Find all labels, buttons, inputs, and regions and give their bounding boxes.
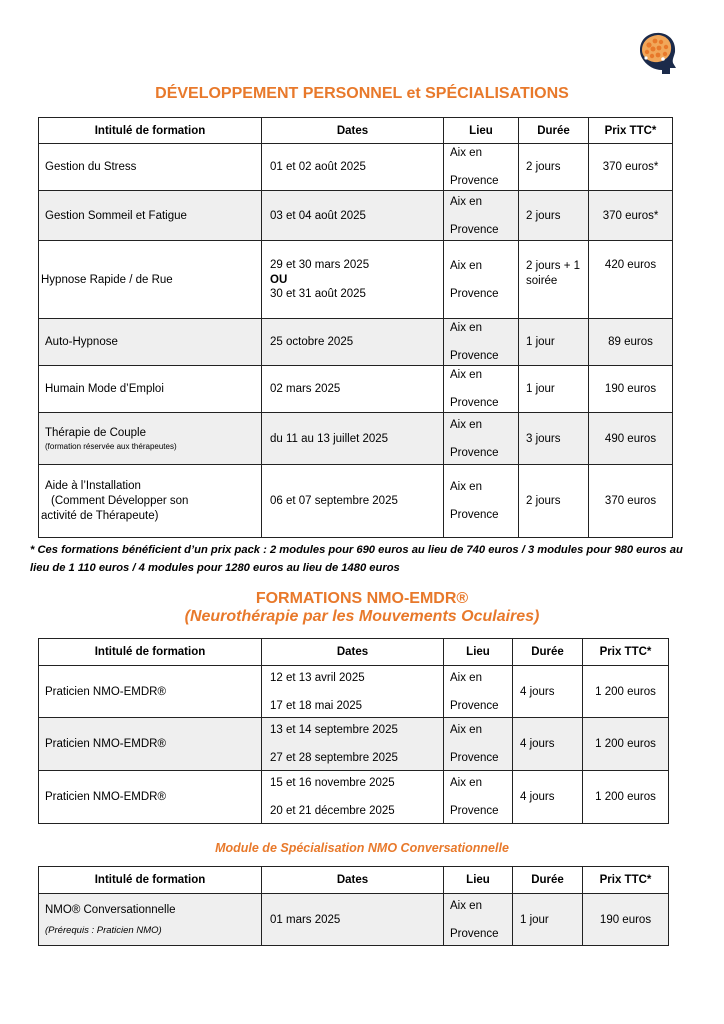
table-header-row [39,639,669,666]
formation-subtitle: (formation réservée aux thérapeutes) [45,441,177,451]
formation-prix: 1 200 euros [583,718,669,771]
formation-dates: 01 mars 2025 [262,894,444,946]
col-header-prix: Prix TTC* [589,118,673,144]
table-row [39,666,669,718]
formation-lieu: Aix en Provence [444,366,519,413]
formation-duree: 2 jours [519,144,589,191]
table-header-row [39,867,669,894]
formation-duree: 1 jour [513,894,583,946]
table-row [39,465,673,538]
formation-duree: 4 jours [513,718,583,771]
col-header-title: Intitulé de formation [39,118,262,144]
col-header-dates: Dates [262,118,444,144]
formation-prix: 190 euros [583,894,669,946]
formation-dates: 25 octobre 2025 [262,319,444,366]
section2-subtitle: (Neurothérapie par les Mouvements Oculaires) [184,608,540,625]
section3-table [38,866,669,946]
section2-title: FORMATIONS NMO-EMDR® [255,590,469,607]
formation-title: Gestion du Stress [39,144,262,191]
formation-prix: 420 euros [589,241,673,319]
formation-lieu: Aix en Provence [444,666,513,718]
formation-duree: 2 jours [519,465,589,538]
col-header-dates: Dates [262,639,444,666]
formation-dates: 13 et 14 septembre 2025 27 et 28 septembre 2025 [262,718,444,771]
section2-table [38,638,669,824]
formation-title: Auto-Hypnose [39,319,262,366]
table-row [39,144,673,191]
formation-lieu: Aix en Provence [444,191,519,241]
section1-table [38,117,673,538]
table-row [39,894,669,946]
formation-dates: 06 et 07 septembre 2025 [262,465,444,538]
table-row [39,413,673,465]
col-header-lieu: Lieu [444,639,513,666]
formation-title: Gestion Sommeil et Fatigue [39,191,262,241]
col-header-prix: Prix TTC* [583,867,669,894]
formation-dates: 29 et 30 mars 2025 OU 30 et 31 août 2025 [262,241,444,319]
formation-lieu: Aix en Provence [444,319,519,366]
formation-lieu: Aix en Provence [444,241,519,319]
formation-lieu: Aix en Provence [444,718,513,771]
formation-dates: 12 et 13 avril 2025 17 et 18 mai 2025 [262,666,444,718]
formation-dates: du 11 au 13 juillet 2025 [262,413,444,465]
col-header-lieu: Lieu [444,118,519,144]
col-header-prix: Prix TTC* [583,639,669,666]
formation-prix: 490 euros [589,413,673,465]
formation-duree: 4 jours [513,666,583,718]
formation-lieu: Aix en Provence [444,894,513,946]
formation-lieu: Aix en Provence [444,144,519,191]
formation-duree: 4 jours [513,771,583,824]
formation-duree: 3 jours [519,413,589,465]
col-header-dates: Dates [262,867,444,894]
head-brain-logo-icon [632,28,680,76]
section3-title: Module de Spécialisation NMO Conversationnelle [215,841,509,855]
col-header-duree: Durée [513,639,583,666]
formation-dates: 02 mars 2025 [262,366,444,413]
formation-title: Hypnose Rapide / de Rue [39,241,262,319]
formation-dates: 01 et 02 août 2025 [262,144,444,191]
formation-title: Praticien NMO-EMDR® [39,718,262,771]
formation-lieu: Aix en Provence [444,465,519,538]
formation-prerequisite: (Prérequis : Praticien NMO) [45,924,162,936]
table-row [39,241,673,319]
table-row [39,718,669,771]
col-header-duree: Durée [519,118,589,144]
formation-title: Thérapie de Couple (formation réservée aux thérapeutes) [39,413,262,465]
formation-dates: 15 et 16 novembre 2025 20 et 21 décembre 2025 [262,771,444,824]
price-pack-footnote: * Ces formations bénéficient d’un prix pack : 2 modules pour 690 euros au lieu de 740 euros / 3 modules pour 980 euros au lieu de 1 110 euros / 4 modules pour 1280 euros au lieu de 1480 euros [30,544,683,574]
formation-prix: 370 euros* [589,191,673,241]
formation-lieu: Aix en Provence [444,771,513,824]
formation-prix: 370 euros [589,465,673,538]
formation-duree: 2 jours + 1 soirée [519,241,589,319]
col-header-title: Intitulé de formation [39,639,262,666]
col-header-title: Intitulé de formation [39,867,262,894]
formation-title: Aide à l’Installation (Comment Développer son activité de Thérapeute) [39,465,262,538]
formation-prix: 190 euros [589,366,673,413]
table-row [39,319,673,366]
formation-lieu: Aix en Provence [444,413,519,465]
col-header-lieu: Lieu [444,867,513,894]
table-header-row [39,118,673,144]
col-header-duree: Durée [513,867,583,894]
section1-title: DÉVELOPPEMENT PERSONNEL et SPÉCIALISATIONS [155,85,569,102]
formation-dates: 03 et 04 août 2025 [262,191,444,241]
formation-prix: 89 euros [589,319,673,366]
formation-title: Humain Mode d’Emploi [39,366,262,413]
formation-duree: 1 jour [519,319,589,366]
table-row [39,366,673,413]
formation-prix: 1 200 euros [583,666,669,718]
formation-title: NMO® Conversationnelle (Prérequis : Praticien NMO) [39,894,262,946]
formation-title: Praticien NMO-EMDR® [39,666,262,718]
formation-duree: 2 jours [519,191,589,241]
formation-prix: 1 200 euros [583,771,669,824]
table-row [39,191,673,241]
formation-duree: 1 jour [519,366,589,413]
formation-prix: 370 euros* [589,144,673,191]
formation-title: Praticien NMO-EMDR® [39,771,262,824]
table-row [39,771,669,824]
